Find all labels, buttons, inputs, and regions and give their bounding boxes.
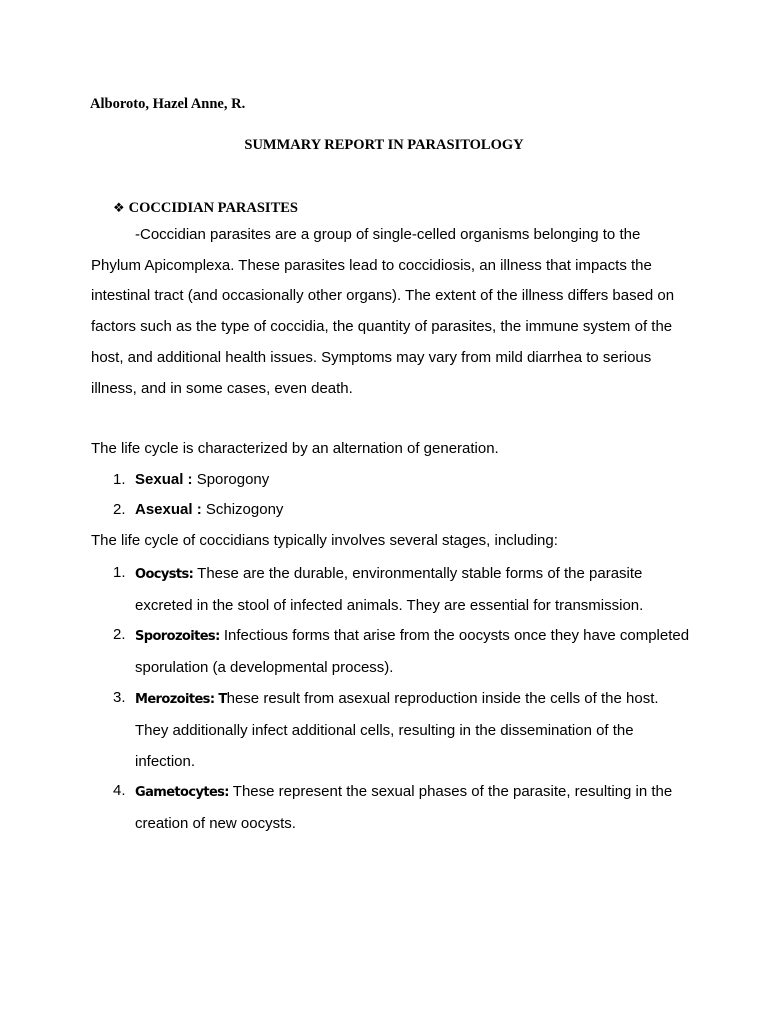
list-item-term: Sexual : — [135, 471, 193, 488]
list-item-term: Sporozoites: — [135, 629, 220, 644]
list-item-text: Infectious forms that arise from the oocysts once they have completed sporulation (a developmental process). — [135, 627, 690, 676]
list-item-text: These represent the sexual phases of the parasite, resulting in the creation of new oocysts. — [135, 783, 673, 832]
list-item-term: Asexual : — [135, 501, 202, 518]
intro-paragraph-text: -Coccidian parasites are a group of single-celled organisms belonging to the Phylum Apicomplexa. These parasites lead to coccidiosis, an illness that impacts the intestinal tract (and occasionally other organs). The extent of the illness differs based on factors such as the type of coccidia, the quantity of parasites, the immune system of the host, and additional health issues. Symptoms may vary from mild diarrhea to serious illness, and in some cases, even death. — [91, 226, 675, 397]
list-number: 3. — [113, 689, 126, 706]
list-item — [135, 683, 695, 777]
list-item — [135, 471, 269, 488]
report-title: SUMMARY REPORT IN PARASITOLOGY — [244, 137, 524, 153]
list-number: 1. — [113, 471, 126, 488]
author-name: Alboroto, Hazel Anne, R. — [90, 96, 246, 112]
list-item — [135, 501, 283, 518]
list-item-text: hese result from asexual reproduction inside the cells of the host. They additionally infect additional cells, resulting in the dissemination of the infection. — [135, 690, 659, 770]
list-item-term: Merozoites: T — [135, 692, 227, 707]
life-cycle-intro: The life cycle is characterized by an alternation of generation. — [91, 440, 499, 457]
list-number: 2. — [113, 501, 126, 518]
intro-paragraph — [91, 220, 681, 404]
list-number: 4. — [113, 782, 126, 799]
list-item-term: Gametocytes: — [135, 785, 229, 800]
list-number: 1. — [113, 564, 126, 581]
section-heading — [113, 200, 298, 217]
list-number: 2. — [113, 626, 126, 643]
list-item — [135, 620, 695, 683]
section-heading-text: COCCIDIAN PARASITES — [128, 200, 298, 216]
diamond-bullet-icon: ❖ — [113, 201, 125, 216]
list-item-text: Sporogony — [192, 471, 270, 488]
list-item — [135, 558, 695, 621]
list-item-text: These are the durable, environmentally stable forms of the parasite excreted in the stool of infected animals. They are essential for transmission. — [135, 565, 644, 614]
list-item — [135, 776, 695, 839]
stages-intro: The life cycle of coccidians typically involves several stages, including: — [91, 532, 558, 549]
list-item-text: Schizogony — [201, 501, 284, 518]
list-item-term: Oocysts: — [135, 567, 194, 582]
